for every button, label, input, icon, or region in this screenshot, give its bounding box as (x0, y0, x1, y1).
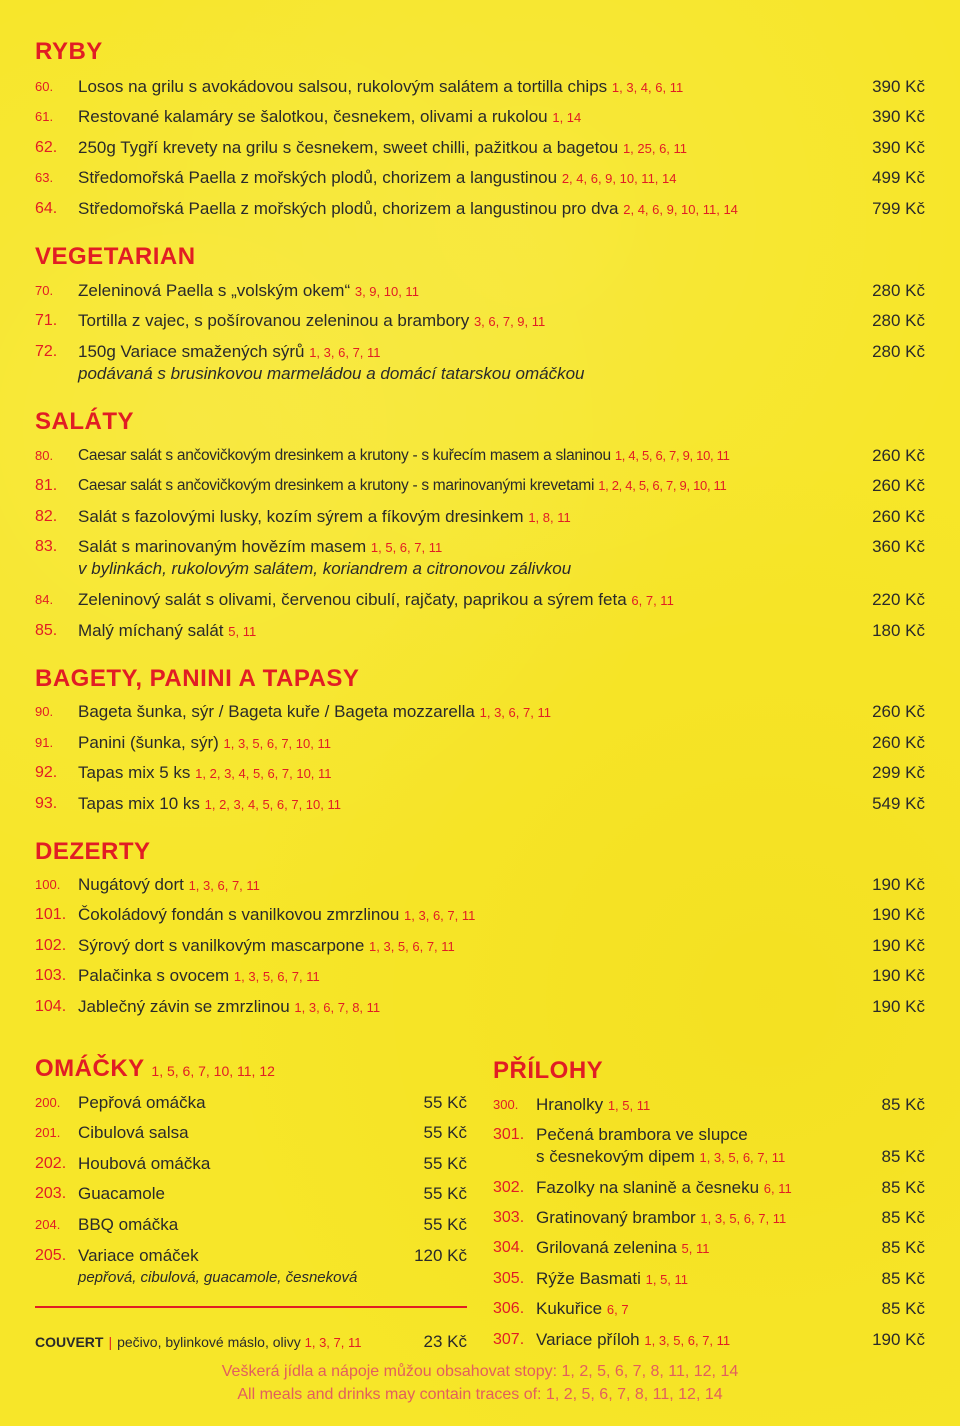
menu-item (493, 1124, 925, 1170)
item-price: 190 Kč (872, 875, 925, 894)
item-price: 260 Kč (872, 733, 925, 752)
menu-item (35, 1214, 467, 1238)
allergens: 1, 4, 5, 6, 7, 9, 10, 11 (614, 448, 730, 463)
menu-item (35, 996, 925, 1020)
item-number: 64. (35, 200, 58, 217)
item-price: 85 Kč (881, 1299, 925, 1318)
item-name: Variace příloh (536, 1330, 640, 1349)
menu-item (35, 732, 925, 756)
item-number: 306. (493, 1300, 525, 1317)
allergens: 1, 3, 7, 11 (304, 1335, 362, 1350)
item-name: Restované kalamáry se šalotkou, česnekem, olivami a rukolou (78, 107, 548, 126)
allergens: 1, 2, 3, 4, 5, 6, 7, 10, 11 (204, 797, 341, 812)
item-price: 390 Kč (872, 77, 925, 96)
allergens: 1, 8, 11 (528, 510, 571, 525)
item-name: Středomořská Paella z mořských plodů, chorizem a langustinou (78, 168, 558, 187)
item-number: 205. (35, 1247, 67, 1264)
item-price: 120 Kč (414, 1246, 467, 1265)
item-name: Sýrový dort s vanilkovým mascarpone (78, 936, 365, 955)
item-price: 85 Kč (881, 1147, 925, 1166)
item-name: Gratinovaný brambor (536, 1208, 696, 1227)
item-price: 220 Kč (872, 590, 925, 609)
item-number: 91. (35, 735, 54, 750)
item-name: BBQ omáčka (78, 1215, 179, 1234)
item-name: Pečená brambora ve slupce (536, 1125, 748, 1144)
allergens: 5, 11 (681, 1241, 710, 1256)
item-number: 307. (493, 1331, 525, 1348)
allergens: 5, 11 (228, 624, 257, 639)
menu-item (493, 1329, 925, 1353)
allergens: 1, 5, 6, 7, 10, 11, 12 (151, 1063, 275, 1079)
allergens: 1, 3, 5, 6, 7, 11 (700, 1211, 787, 1226)
item-number: 104. (35, 998, 67, 1015)
item-price: 549 Kč (872, 794, 925, 813)
item-name: Hranolky (536, 1095, 604, 1114)
item-number: 92. (35, 764, 58, 781)
item-name: Caesar salát s ančovičkovým dresinkem a krutony - s marinovanými krevetami (78, 477, 595, 494)
item-number: 90. (35, 704, 54, 719)
allergen-note-cz: Veškerá jídla a nápoje můžou obsahovat stopy: 1, 2, 5, 6, 7, 8, 11, 12, 14 (221, 1363, 739, 1380)
menu-item (35, 167, 925, 191)
menu-item (35, 1122, 467, 1146)
item-price: 360 Kč (872, 537, 925, 556)
menu-item (35, 1183, 467, 1207)
item-number: 63. (35, 170, 54, 185)
item-price: 55 Kč (423, 1093, 467, 1112)
allergens: 1, 3, 5, 6, 7, 11 (644, 1333, 731, 1348)
item-price: 180 Kč (872, 621, 925, 640)
item-price: 85 Kč (881, 1238, 925, 1257)
menu-item (35, 445, 925, 469)
item-number: 204. (35, 1217, 61, 1232)
item-number: 70. (35, 283, 54, 298)
item-price: 55 Kč (423, 1184, 467, 1203)
allergens: 6, 11 (763, 1181, 792, 1196)
item-price: 299 Kč (872, 763, 925, 782)
item-name: 150g Variace smažených sýrů (78, 342, 305, 361)
allergens: 3, 6, 7, 9, 11 (473, 314, 546, 329)
menu-item (35, 106, 925, 130)
item-number: 103. (35, 967, 67, 984)
item-name: Palačinka s ovocem (78, 966, 230, 985)
allergens: 1, 3, 6, 7, 11 (404, 908, 476, 923)
item-name: Jablečný závin se zmrzlinou (78, 997, 290, 1016)
couvert-description: pečivo, bylinkové máslo, olivy (117, 1334, 301, 1350)
allergens: 1, 3, 5, 6, 7, 11 (699, 1150, 786, 1165)
item-number: 84. (35, 592, 54, 607)
item-number: 101. (35, 906, 67, 923)
item-name: Tortilla z vajec, s pošírovanou zeleninou a brambory (78, 311, 470, 330)
item-number: 62. (35, 139, 58, 156)
section-title-vegetarian: VEGETARIAN (35, 243, 196, 270)
item-number: 201. (35, 1125, 61, 1140)
item-name: Salát s marinovaným hovězím masem (78, 537, 367, 556)
item-number: 82. (35, 508, 58, 525)
item-number: 71. (35, 312, 58, 329)
menu-item (35, 1153, 467, 1177)
item-number: 72. (35, 343, 58, 360)
menu-item (35, 536, 925, 582)
item-number: 81. (35, 477, 58, 494)
allergens: 2, 4, 6, 9, 10, 11, 14 (623, 202, 738, 217)
item-price: 280 Kč (872, 342, 925, 361)
allergens: 6, 7, 11 (631, 593, 674, 608)
item-price: 55 Kč (423, 1154, 467, 1173)
item-name: Zeleninová Paella s „volským okem“ (78, 281, 351, 300)
item-number: 61. (35, 109, 54, 124)
item-name: Fazolky na slanině a česneku (536, 1178, 760, 1197)
section-title-prilohy: PŘÍLOHY (493, 1057, 604, 1084)
item-number: 304. (493, 1239, 525, 1256)
allergens: 1, 3, 5, 6, 7, 11 (233, 969, 320, 984)
item-price: 85 Kč (881, 1269, 925, 1288)
section-title-bagety: BAGETY, PANINI A TAPASY (35, 665, 360, 692)
allergens: 1, 3, 4, 6, 11 (611, 80, 684, 95)
menu-item (35, 341, 925, 387)
menu-item (493, 1298, 925, 1322)
item-price: 85 Kč (881, 1178, 925, 1197)
item-price: 190 Kč (872, 997, 925, 1016)
couvert-separator: | (108, 1334, 113, 1350)
item-price: 390 Kč (872, 107, 925, 126)
item-number: 85. (35, 622, 58, 639)
item-price: 390 Kč (872, 138, 925, 157)
item-price: 260 Kč (872, 507, 925, 526)
allergens: 6, 7 (606, 1302, 629, 1317)
item-price: 190 Kč (872, 905, 925, 924)
item-price: 280 Kč (872, 281, 925, 300)
menu-item (493, 1094, 925, 1118)
divider (35, 1306, 467, 1308)
item-description: pepřová, cibulová, guacamole, česneková (78, 1269, 358, 1286)
menu-item (35, 762, 925, 786)
item-name: Guacamole (78, 1184, 165, 1203)
menu-item (35, 198, 925, 222)
item-price: 23 Kč (423, 1332, 467, 1351)
item-number: 203. (35, 1185, 67, 1202)
item-number: 303. (493, 1209, 525, 1226)
item-price: 190 Kč (872, 936, 925, 955)
item-name: Zeleninový salát s olivami, červenou cibulí, rajčaty, paprikou a sýrem feta (78, 590, 627, 609)
item-number: 83. (35, 538, 58, 555)
item-name: Rýže Basmati (536, 1269, 641, 1288)
menu-item (35, 620, 925, 644)
item-name-line2: s česnekovým dipem (536, 1147, 695, 1166)
allergens: 1, 3, 5, 6, 7, 11 (369, 939, 455, 954)
menu-item (35, 935, 925, 959)
item-price: 260 Kč (872, 476, 925, 495)
menu-item (35, 310, 925, 334)
omacky-title: OMÁČKY (35, 1055, 145, 1082)
item-price: 190 Kč (872, 1330, 925, 1349)
allergens: 3, 9, 10, 11 (354, 284, 419, 299)
item-price: 85 Kč (881, 1095, 925, 1114)
menu-item (35, 701, 925, 725)
item-number: 300. (493, 1097, 519, 1112)
item-name: Nugátový dort (78, 875, 184, 894)
item-number: 102. (35, 937, 67, 954)
item-name: Variace omáček (78, 1246, 199, 1265)
allergens: 1, 5, 11 (645, 1272, 689, 1287)
allergen-note-en: All meals and drinks may contain traces of: 1, 2, 5, 6, 7, 8, 11, 12, 14 (237, 1386, 723, 1403)
item-name: Bageta šunka, sýr / Bageta kuře / Bageta mozzarella (78, 702, 475, 721)
menu-item (35, 904, 925, 928)
item-name: Tapas mix 10 ks (78, 794, 200, 813)
item-name: Grilovaná zelenina (536, 1238, 677, 1257)
menu-item (35, 874, 925, 898)
item-number: 305. (493, 1270, 525, 1287)
allergens: 1, 3, 6, 7, 11 (309, 345, 381, 360)
menu-item (35, 965, 925, 989)
item-price: 55 Kč (423, 1123, 467, 1142)
allergens: 1, 2, 4, 5, 6, 7, 9, 10, 11 (598, 478, 727, 493)
allergens: 2, 4, 6, 9, 10, 11, 14 (561, 171, 677, 186)
menu-item (493, 1177, 925, 1201)
item-name: Salát s fazolovými lusky, kozím sýrem a fíkovým dresinkem (78, 507, 524, 526)
allergens: 1, 3, 6, 7, 8, 11 (294, 1000, 381, 1015)
allergens: 1, 3, 6, 7, 11 (188, 878, 260, 893)
allergens: 1, 5, 6, 7, 11 (370, 540, 443, 555)
item-name: Losos na grilu s avokádovou salsou, rukolovým salátem a tortilla chips (78, 77, 608, 96)
section-title-salaty: SALÁTY (35, 408, 134, 435)
menu-item (35, 793, 925, 817)
couvert-row (35, 1331, 467, 1353)
item-name: Caesar salát s ančovičkovým dresinkem a krutony - s kuřecím masem a slaninou (78, 447, 611, 464)
allergens: 1, 3, 6, 7, 11 (479, 705, 551, 720)
allergens: 1, 2, 3, 4, 5, 6, 7, 10, 11 (195, 766, 332, 781)
item-number: 301. (493, 1126, 525, 1143)
item-price: 260 Kč (872, 702, 925, 721)
item-name: Pepřová omáčka (78, 1093, 206, 1112)
item-number: 100. (35, 877, 61, 892)
allergens: 1, 3, 5, 6, 7, 10, 11 (223, 736, 331, 751)
item-name: Malý míchaný salát (78, 621, 224, 640)
item-description: podávaná s brusinkovou marmeládou a domácí tatarskou omáčkou (78, 364, 585, 383)
allergens: 1, 25, 6, 11 (622, 141, 688, 156)
menu-item (35, 137, 925, 161)
menu-item (493, 1268, 925, 1292)
allergens: 1, 14 (552, 110, 582, 125)
menu-item (35, 1092, 467, 1116)
section-title-omacky (35, 1055, 275, 1083)
item-name: Cibulová salsa (78, 1123, 189, 1142)
menu-item (35, 1245, 467, 1289)
item-price: 85 Kč (881, 1208, 925, 1227)
menu-item (493, 1207, 925, 1231)
item-price: 799 Kč (872, 199, 925, 218)
menu-item (493, 1237, 925, 1261)
section-title-dezerty: DEZERTY (35, 838, 151, 865)
item-number: 200. (35, 1095, 61, 1110)
item-number: 80. (35, 448, 54, 463)
item-name: Středomořská Paella z mořských plodů, chorizem a langustinou pro dva (78, 199, 619, 218)
item-name: Tapas mix 5 ks (78, 763, 191, 782)
item-name: Kukuřice (536, 1299, 603, 1318)
menu-item (35, 76, 925, 100)
item-price: 55 Kč (423, 1215, 467, 1234)
item-price: 190 Kč (872, 966, 925, 985)
menu-item (35, 589, 925, 613)
menu-item (35, 280, 925, 304)
item-price: 280 Kč (872, 311, 925, 330)
item-number: 60. (35, 79, 54, 94)
item-number: 202. (35, 1155, 67, 1172)
item-price: 499 Kč (872, 168, 925, 187)
item-name: Houbová omáčka (78, 1154, 211, 1173)
section-title-ryby: RYBY (35, 38, 103, 65)
item-description: v bylinkách, rukolovým salátem, koriandrem a citronovou zálivkou (78, 559, 572, 578)
menu-item (35, 506, 925, 530)
item-name: Čokoládový fondán s vanilkovou zmrzlinou (78, 905, 400, 924)
item-number: 93. (35, 795, 58, 812)
item-name: 250g Tygří krevety na grilu s česnekem, sweet chilli, pažitkou a bagetou (78, 138, 619, 157)
item-name: Panini (šunka, sýr) (78, 733, 219, 752)
menu-item (35, 475, 925, 499)
item-price: 260 Kč (872, 446, 925, 465)
item-number: 302. (493, 1179, 525, 1196)
allergens: 1, 5, 11 (607, 1098, 651, 1113)
couvert-title: COUVERT (35, 1334, 104, 1350)
